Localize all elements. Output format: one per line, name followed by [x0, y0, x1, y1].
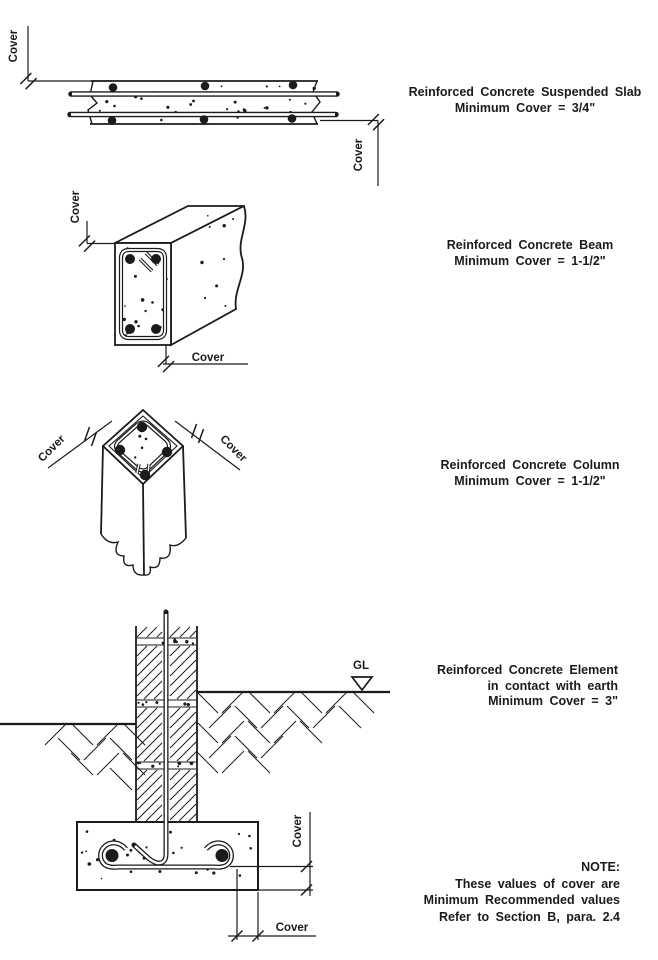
slab-cover-dim-top	[8, 26, 112, 89]
note-line: Refer to Section B, para. 2.4	[438, 909, 620, 924]
footing-bar-section	[216, 849, 229, 862]
slab-figure	[8, 26, 384, 186]
caption-line: in contact with earth	[487, 678, 618, 693]
column-caption	[400, 458, 658, 489]
cover-label: Cover	[191, 352, 225, 364]
beam-cover-dim-bottom	[158, 345, 248, 372]
caption-line: Minimum Cover = 3"	[488, 694, 618, 708]
caption-line: Reinforced Concrete Suspended Slab	[408, 85, 642, 99]
footing-bar-section	[106, 849, 119, 862]
caption-line: Minimum Cover = 3/4"	[454, 100, 596, 115]
beam-cover-dim-top	[70, 190, 116, 251]
earth-element-caption	[368, 663, 618, 710]
slab-break-line-left	[88, 81, 97, 124]
beam-caption	[400, 238, 658, 269]
slab-bar-sections	[108, 81, 298, 125]
foundation-figure	[0, 612, 390, 942]
cover-label: Cover	[353, 138, 365, 172]
note-line: Minimum Recommended values	[423, 893, 620, 907]
caption-line: Reinforced Concrete Column	[440, 458, 620, 472]
slab-caption	[395, 85, 655, 116]
cover-label: Cover	[8, 29, 20, 63]
cover-label: Cover	[292, 814, 304, 848]
caption-line: Reinforced Concrete Beam	[446, 238, 614, 252]
caption-line: Reinforced Concrete Element	[436, 663, 618, 677]
cover-label: Cover	[217, 433, 249, 465]
gl-label: GL	[353, 660, 369, 672]
cover-label: Cover	[36, 433, 68, 465]
slab-cover-dim-bottom	[320, 114, 384, 186]
cover-label: Cover	[70, 190, 82, 224]
earth-hatch-left	[45, 723, 145, 790]
earth-hatch-right	[196, 691, 374, 773]
caption-line: Minimum Cover = 1-1/2"	[454, 473, 606, 488]
beam-front-face	[115, 243, 171, 345]
column-cover-dim-left	[36, 421, 112, 468]
cover-label: Cover	[275, 922, 309, 934]
note-heading: NOTE:	[581, 860, 620, 874]
beam-figure	[70, 190, 248, 372]
note-line: These values of cover are	[455, 876, 620, 891]
column-cover-dim-right	[175, 421, 249, 470]
note-block	[370, 859, 620, 925]
column-figure	[36, 410, 249, 575]
caption-line: Minimum Cover = 1-1/2"	[454, 253, 606, 268]
